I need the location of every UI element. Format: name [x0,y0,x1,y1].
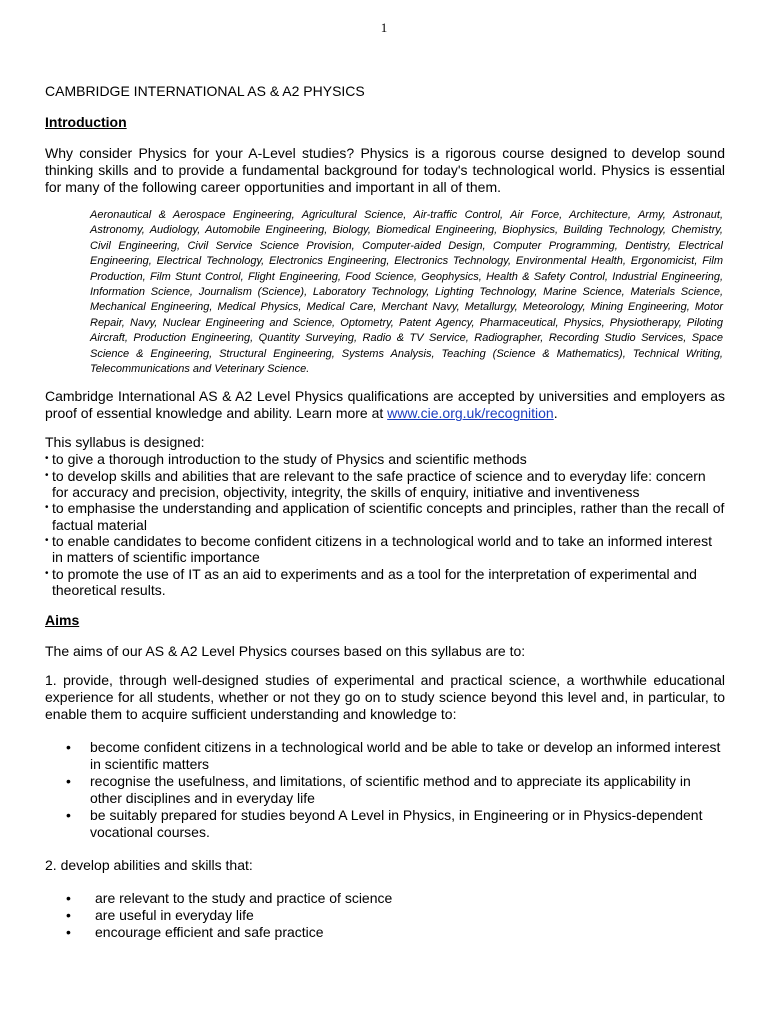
aim-1-item: • become confident citizens in a technological world and be able to take or develop an informed interest in scientific matters [45,739,725,773]
aim-1-list [45,739,725,841]
aim-2-list [45,890,725,941]
aim-1-item: • recognise the usefulness, and limitations, of scientific method and to appreciate its applicability in other disciplines and in everyday life [45,773,725,807]
page-number: 1 [380,20,388,35]
recognition-text: Cambridge International AS & A2 Level Physics qualifications are accepted by universities and employers as proof of essential knowledge and ability. Learn more at [45,388,725,422]
aim-2-item: • encourage efficient and safe practice [45,924,725,941]
syllabus-item: • to give a thorough introduction to the study of Physics and scientific methods [45,451,725,467]
aim-2-item: • are relevant to the study and practice of science [45,890,725,907]
aim-1-item: • be suitably prepared for studies beyond A Level in Physics, in Engineering or in Physics-dependent vocational courses. [45,807,725,841]
aim-2-item: • are useful in everyday life [45,907,725,924]
recognition-link[interactable]: www.cie.org.uk/recognition [387,405,554,422]
syllabus-list [45,451,725,598]
aim-2-text: 2. develop abilities and skills that: [45,857,253,874]
introduction-paragraph: Why consider Physics for your A-Level studies? Physics is a rigorous course designed to develop sound thinking skills and to provide a fundamental background for today's technological world. Physics is essential for many of the following career opportunities and important in all of them. [45,145,725,195]
page-content [45,83,725,957]
recognition-end: . [553,405,558,422]
aims-heading: Aims [45,612,80,629]
aim-1-text: 1. provide, through well-designed studies of experimental and practical science, a worthwhile educational experience for all students, whether or not they go on to study science beyond this level and, in particular, to enable them to acquire sufficient understanding and knowledge to: [45,672,725,723]
introduction-heading: Introduction [45,114,127,130]
syllabus-intro: This syllabus is designed: [45,434,205,451]
aims-intro: The aims of our AS & A2 Level Physics courses based on this syllabus are to: [45,643,526,660]
career-list: Aeronautical & Aerospace Engineering, Agricultural Science, Air-traffic Control, Air Force, Architecture, Army, Astronaut, Astronomy, Audiology, Automobile Engineering, Biology, Biomedical Engineering, Biophysics, Building Technology, Chemistry, Civil Engineering, Civil Service Science Provision, Computer-aided Design, Computer Programming, Dentistry, Electrical Engineering, Electrical Technology, Electronics Engineering, Electronics Technology, Environmental Health, Ergonomicist, Film Production, Film Stunt Control, Flight Engineering, Food Science, Geophysics, Health & Safety Control, Industrial Engineering, Information Science, Journalism (Science), Laboratory Technology, Lighting Technology, Marine Science, Materials Science, Mechanical Engineering, Medical Physics, Medical Care, Merchant Navy, Metallurgy, Meteorology, Mining Engineering, Motor Repair, Navy, Nuclear Engineering and Science, Optometry, Patent Agency, Pharmaceutical, Physics, Physiotherapy, Piloting Aircraft, Production Engineering, Quantity Surveying, Radio & TV Service, Radiographer, Recording Studio Services, Space Science & Engineering, Structural Engineering, Systems Analysis, Teaching (Science & Mathematics), Technical Writing, Telecommunications and Veterinary Science. [90,209,723,376]
syllabus-item: • to emphasise the understanding and application of scientific concepts and principles, rather than the recall of factual material [45,500,725,533]
syllabus-item: • to promote the use of IT as an aid to experiments and as a tool for the interpretation of experimental and theoretical results. [45,566,725,599]
syllabus-item: • to develop skills and abilities that are relevant to the safe practice of science and to everyday life: concern for accuracy and precision, objectivity, integrity, the skills of enquiry, initiative and inventiveness [45,468,725,501]
recognition-paragraph [45,388,725,422]
syllabus-item: • to enable candidates to become confident citizens in a technological world and to take an informed interest in matters of scientific importance [45,533,725,566]
document-title: CAMBRIDGE INTERNATIONAL AS & A2 PHYSICS [45,83,365,99]
